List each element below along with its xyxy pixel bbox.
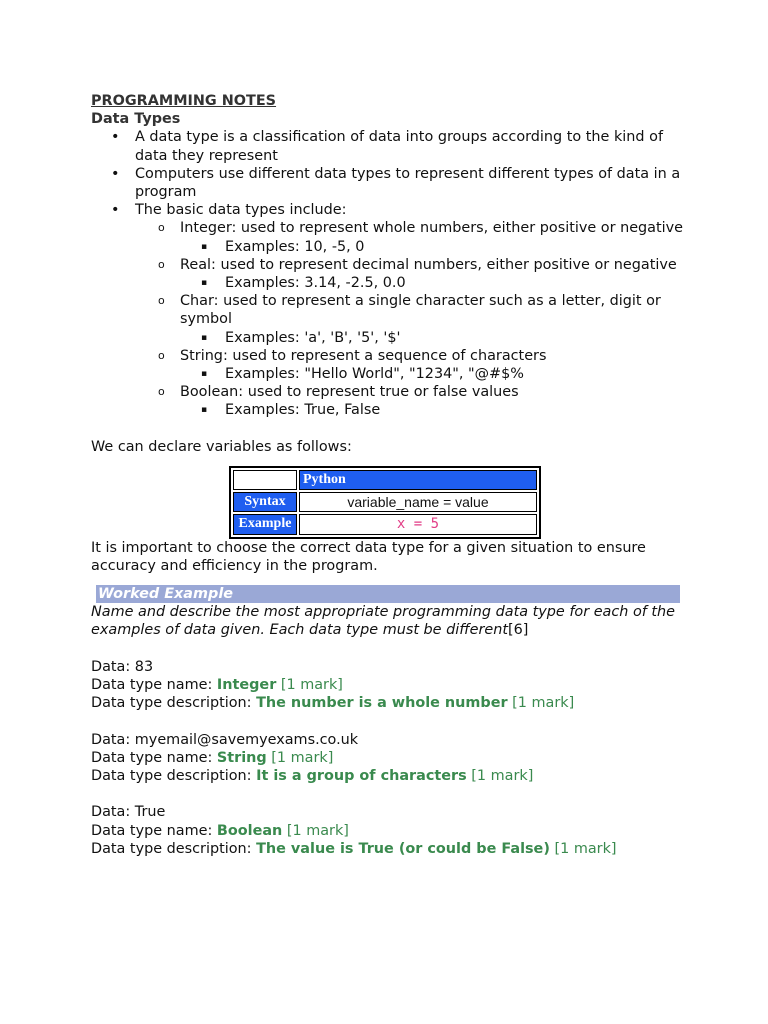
list-item: • Computers use different data types to represent different types of data in a program: [111, 165, 681, 201]
bullet-icon: •: [111, 165, 120, 182]
table-row-label: Syntax: [233, 492, 297, 512]
list-item: • The basic data types include: o Integer: used to represent whole numbers, either positive or negative ▪ Examples: 10, -5, 0 o Real: used to represent decimal numbers, either positive or negative ▪ Examples: 3.14, -2.5, 0.0 o Char: used to represent a single character such as a letter, digit or symbol ▪ Examples: 'a', 'B', '5', '$' o String: used to represent a sequence of characters ▪ Examples: "Hello World", "1234", "@#$% o Boolean: used to represent true or false values ▪ Examples: True, False: [91, 201, 691, 419]
mark-label: [1 mark]: [286, 822, 349, 839]
circle-bullet-icon: o: [158, 221, 165, 235]
square-bullet-icon: ▪: [201, 241, 208, 252]
square-bullet-icon: ▪: [201, 332, 208, 343]
data-type-list: [135, 219, 691, 419]
answer-block: [91, 731, 691, 786]
square-bullet-icon: ▪: [201, 405, 208, 416]
data-type-item: o Char: used to represent a single character such as a letter, digit or symbol ▪ Examples: 'a', 'B', '5', '$': [135, 292, 691, 347]
answer-description: It is a group of characters: [256, 768, 467, 785]
table-header-python: Python: [299, 470, 537, 490]
data-value: Data: True: [91, 804, 166, 821]
data-value: Data: 83: [91, 658, 154, 675]
important-paragraph: It is important to choose the correct data type for a given situation to ensure accuracy and efficiency in the program.: [91, 539, 646, 574]
section-heading: Data Types: [91, 111, 181, 128]
page-title: PROGRAMMING NOTES: [91, 93, 277, 109]
answer-name-line: Data type name: Integer [1 mark]: [91, 677, 343, 694]
table-cell-syntax: variable_name = value: [299, 492, 537, 512]
circle-bullet-icon: o: [158, 385, 165, 399]
syntax-table: [229, 466, 541, 539]
table-cell-example-code: x = 5: [299, 514, 537, 534]
answer-name: String: [216, 749, 267, 766]
answer-desc-line: Data type description: It is a group of characters [1 mark]: [91, 768, 534, 785]
bullet-icon: •: [111, 202, 120, 219]
answer-name: Boolean: [216, 822, 283, 839]
answer-name: Integer: [216, 677, 277, 694]
square-bullet-icon: ▪: [201, 278, 208, 289]
data-value: Data: myemail@savemyexams.co.uk: [91, 731, 359, 748]
mark-label: [1 mark]: [471, 768, 534, 785]
answer-block: [91, 803, 691, 858]
answer-block: [91, 658, 691, 713]
mark-label: [1 mark]: [512, 695, 575, 712]
question-marks: [6]: [508, 622, 529, 639]
circle-bullet-icon: o: [158, 294, 165, 308]
answer-name-line: Data type name: String [1 mark]: [91, 749, 334, 766]
bullet-icon: •: [111, 129, 120, 146]
data-type-item: o Boolean: used to represent true or false values ▪ Examples: True, False: [135, 383, 691, 419]
data-type-item: o Integer: used to represent whole numbers, either positive or negative ▪ Examples: 10, -5, 0: [135, 219, 691, 255]
data-type-item: o Real: used to represent decimal numbers, either positive or negative ▪ Examples: 3.14, -2.5, 0.0: [135, 256, 691, 292]
example-item: ▪ Examples: 10, -5, 0: [201, 238, 365, 255]
example-item: ▪ Examples: 3.14, -2.5, 0.0: [201, 275, 406, 292]
question-text: Name and describe the most appropriate programming data type for each of the examples of data given. Each data type must be different[6]: [91, 604, 676, 639]
table-row-label: Example: [233, 514, 297, 534]
example-item: ▪ Examples: "Hello World", "1234", "@#$%: [201, 366, 524, 383]
square-bullet-icon: ▪: [201, 369, 208, 380]
data-type-item: o String: used to represent a sequence of characters ▪ Examples: "Hello World", "1234", "@#$%: [135, 347, 691, 383]
notes-page: [91, 92, 691, 858]
list-item: • A data type is a classification of data into groups according to the kind of data they represent: [111, 129, 664, 164]
declare-intro: We can declare variables as follows:: [91, 438, 352, 455]
example-item: ▪ Examples: True, False: [201, 402, 381, 419]
answer-desc-line: Data type description: The number is a whole number [1 mark]: [91, 695, 575, 712]
circle-bullet-icon: o: [158, 348, 165, 362]
worked-example-banner: Worked Example: [96, 585, 680, 603]
answer-desc-line: Data type description: The value is True (or could be False) [1 mark]: [91, 840, 617, 857]
answer-description: The value is True (or could be False): [256, 840, 550, 857]
example-item: ▪ Examples: 'a', 'B', '5', '$': [201, 329, 401, 346]
mark-label: [1 mark]: [554, 840, 617, 857]
answer-description: The number is a whole number: [256, 695, 508, 712]
answer-name-line: Data type name: Boolean [1 mark]: [91, 822, 349, 839]
table-corner-cell: [233, 470, 297, 490]
bullet-list: [91, 128, 691, 419]
mark-label: [1 mark]: [280, 677, 343, 694]
circle-bullet-icon: o: [158, 257, 165, 271]
mark-label: [1 mark]: [271, 749, 334, 766]
